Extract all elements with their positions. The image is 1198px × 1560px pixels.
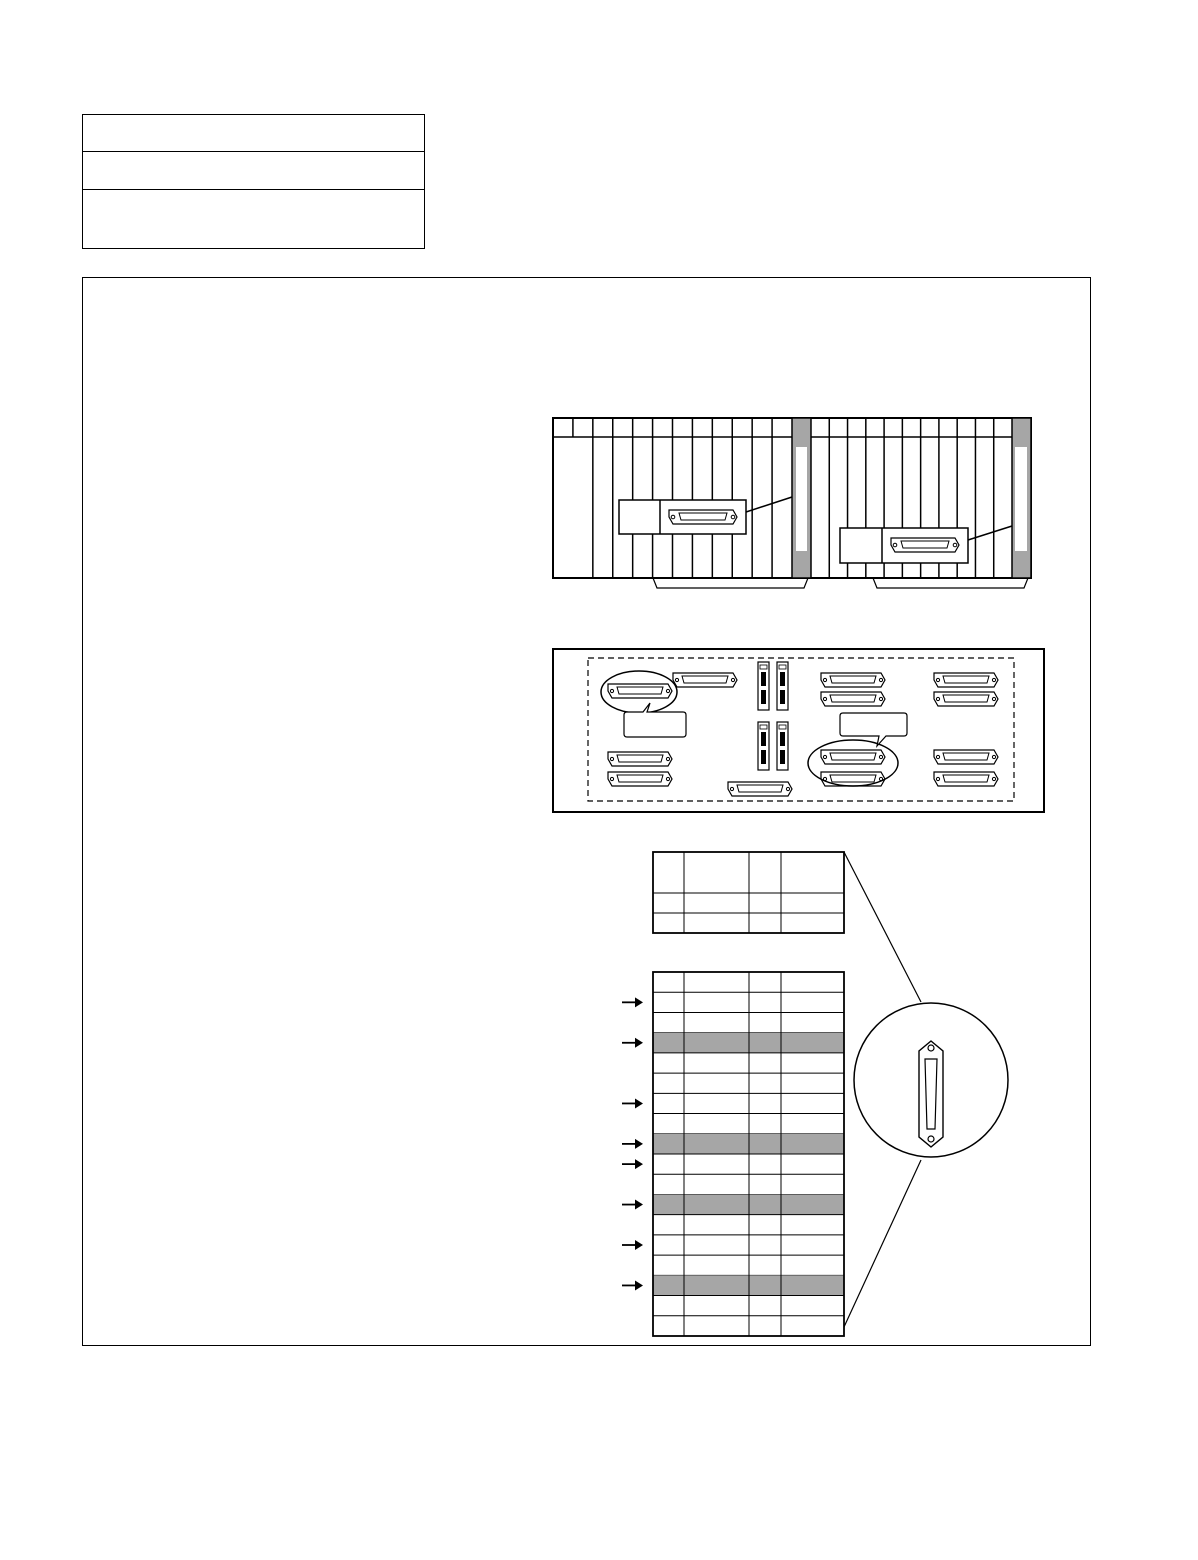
backplane-connector-icon (608, 684, 672, 698)
backplane-module (777, 722, 788, 770)
left-connector-detail (619, 497, 792, 534)
right-connector-detail (840, 526, 1012, 563)
pin-arrow-icon (622, 1098, 643, 1108)
left-highlight-ellipse (601, 671, 677, 713)
backplane-connector-icon (728, 782, 792, 796)
pin-arrow-icon (622, 1038, 643, 1048)
right-callout-bubble (840, 713, 907, 746)
magnifier-leader-bottom (844, 1160, 921, 1327)
backplane-module (758, 662, 769, 710)
backplane-connector-icon (934, 772, 998, 786)
pin-arrow-icon (622, 1240, 643, 1250)
backplane-connector-icon (673, 673, 737, 687)
backplane-connector-icon (821, 673, 885, 687)
backplane-connector-icon (821, 692, 885, 706)
backplane-module (758, 722, 769, 770)
right-power-unit-window (1015, 447, 1027, 551)
left-callout-bubble (624, 703, 686, 737)
right-detail-leader (968, 526, 1012, 540)
backplane-module (777, 662, 788, 710)
right-detail-box (840, 528, 968, 563)
connector-magnifier (844, 852, 1008, 1327)
magnifier-circle (854, 1003, 1008, 1157)
backplane-connector-icon (934, 692, 998, 706)
pin-arrow-icon (622, 997, 643, 1007)
pin-arrow-icon (622, 1200, 643, 1210)
magnifier-leader-top (844, 852, 921, 1002)
backplane-connector-icon (934, 673, 998, 687)
left-power-unit-window (796, 447, 807, 551)
pin-assignment-table (653, 972, 844, 1336)
backplane-connector-icon (608, 772, 672, 786)
right-highlight-ellipse (808, 740, 898, 786)
backplane-connector-icon (608, 752, 672, 766)
left-shelf-slots (573, 418, 772, 578)
backplane-connector-icon (821, 772, 885, 786)
backplane-connector-icon (934, 750, 998, 764)
pin-arrow-icon (622, 1280, 643, 1290)
backplane-view (553, 649, 1044, 812)
pin-arrow-icon (622, 1139, 643, 1149)
pin-arrow-icon (622, 1159, 643, 1169)
right-shelf-bracket (873, 578, 1028, 588)
left-detail-box (619, 500, 746, 534)
backplane-modules (758, 662, 788, 770)
pin-arrows (622, 997, 643, 1290)
left-shelf-bracket (653, 578, 808, 588)
chassis-rear-view (553, 418, 1031, 588)
pin-table-header (653, 852, 844, 933)
backplane-connector-icon (821, 750, 885, 764)
